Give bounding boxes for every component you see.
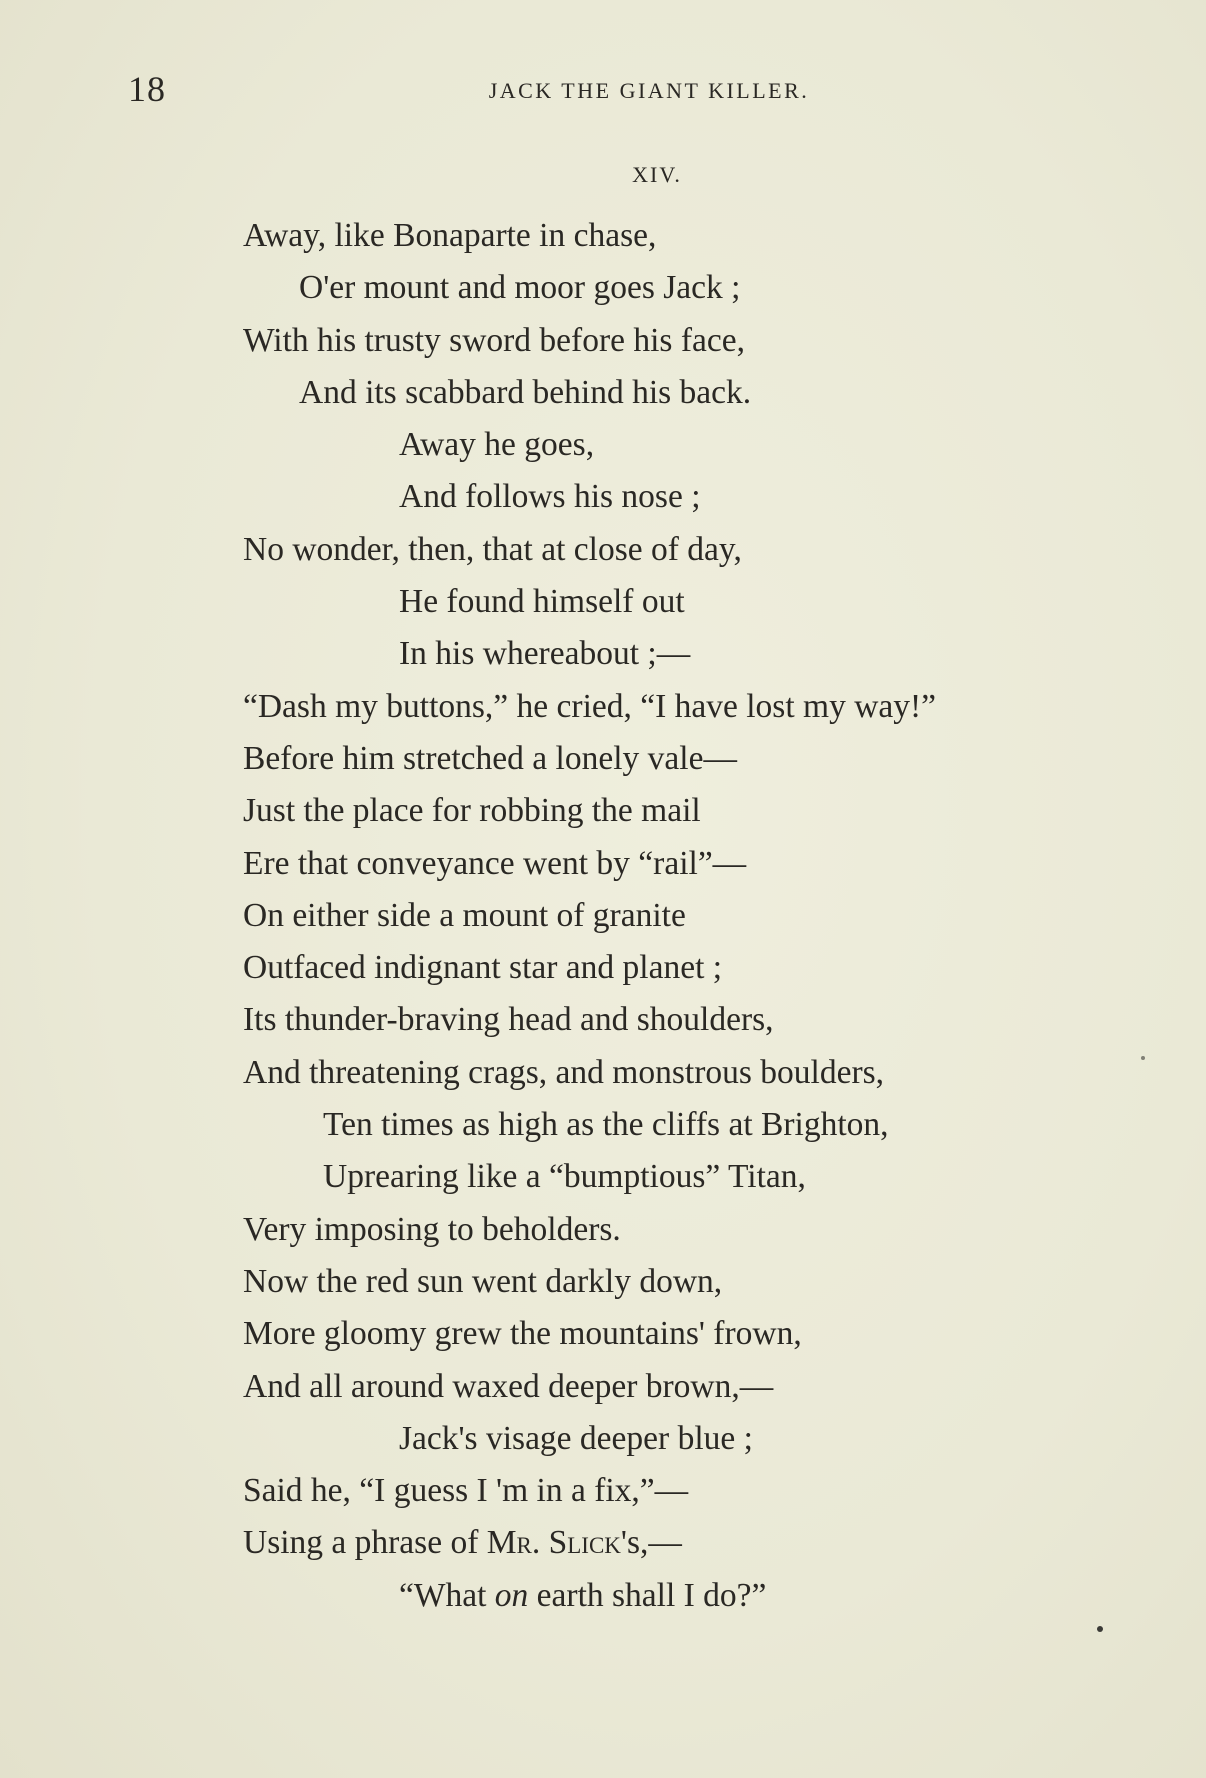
poem-line: Its thunder-braving head and shoulders,	[243, 1001, 774, 1039]
poem-line: Away he goes,	[399, 426, 595, 464]
poem-line: More gloomy grew the mountains' frown,	[243, 1315, 802, 1353]
poem-line: And follows his nose ;	[399, 478, 701, 516]
poem-line: Outfaced indignant star and planet ;	[243, 949, 723, 987]
poem-line: Uprearing like a “bumptious” Titan,	[323, 1158, 806, 1196]
stanza-number: XIV.	[632, 162, 682, 187]
poem-line: “Dash my buttons,” he cried, “I have lost my way!”	[243, 687, 937, 725]
ink-speck	[1097, 1626, 1103, 1632]
running-head: JACK THE GIANT KILLER.	[488, 78, 810, 103]
poem-line: And its scabbard behind his back.	[299, 373, 752, 411]
page-number: 18	[128, 69, 166, 109]
italic-word: on	[494, 1576, 529, 1614]
poem-line	[243, 1570, 1143, 1622]
line-text: Using a phrase of	[243, 1524, 487, 1562]
poem-stanza	[243, 210, 1143, 1622]
poem-line: He found himself out	[399, 583, 685, 621]
poem-line: Ere that conveyance went by “rail”—	[243, 844, 747, 882]
line-text: “What	[399, 1576, 495, 1614]
line-text: earth shall I do?”	[528, 1576, 767, 1614]
poem-line: Ten times as high as the cliffs at Brighton,	[323, 1106, 889, 1144]
line-text: 's,—	[620, 1524, 682, 1562]
poem-line: With his trusty sword before his face,	[243, 321, 745, 359]
small-caps-name: Mr. Slick	[486, 1524, 621, 1562]
poem-line: Now the red sun went darkly down,	[243, 1262, 723, 1300]
poem-line: Jack's visage deeper blue ;	[399, 1419, 753, 1457]
poem-line	[243, 1517, 1143, 1569]
poem-line: Just the place for robbing the mail	[243, 792, 701, 830]
poem-line: Before him stretched a lonely vale—	[243, 739, 737, 777]
poem-line: O'er mount and moor goes Jack ;	[299, 269, 741, 307]
poem-line: No wonder, then, that at close of day,	[243, 530, 742, 568]
poem-line: In his whereabout ;—	[399, 635, 691, 673]
poem-line: Away, like Bonaparte in chase,	[243, 217, 657, 254]
ink-speck	[1141, 1056, 1145, 1060]
poem-line: On either side a mount of granite	[243, 896, 686, 934]
poem-line: And threatening crags, and monstrous boulders,	[243, 1053, 885, 1091]
poem-line: Said he, “I guess I 'm in a fix,”—	[243, 1472, 689, 1510]
poem-line: Very imposing to beholders.	[243, 1210, 621, 1248]
poem-line: And all around waxed deeper brown,—	[243, 1367, 774, 1405]
